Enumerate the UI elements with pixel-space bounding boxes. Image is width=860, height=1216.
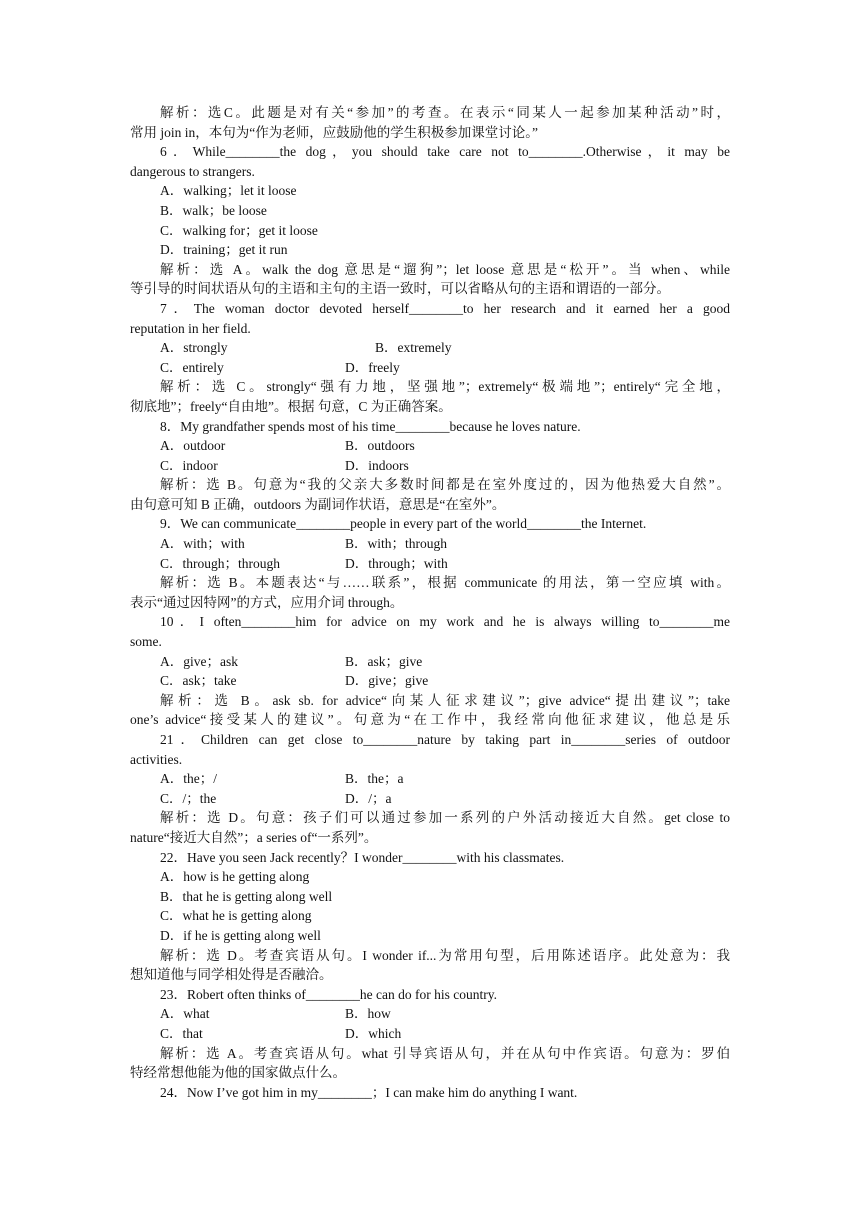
answer-explanation: 解析：选 A。walk the dog 意思是“遛狗”；let loose 意思是“松开”。当 when、while bbox=[160, 261, 730, 277]
question-24: 24．Now I’ve got him in my________；I can make him do anything I want. bbox=[160, 1084, 578, 1100]
option-b: B．that he is getting along well bbox=[160, 888, 333, 904]
options-row bbox=[130, 534, 730, 554]
option-d: D．through；with bbox=[345, 555, 448, 571]
option-b: B．the；a bbox=[345, 771, 404, 787]
option-c: C．ask；take bbox=[160, 673, 237, 689]
answer-explanation: one’s advice“接受某人的建议”。句意为“在工作中，我经常向他征求建议，他总是乐 bbox=[130, 712, 730, 728]
option-b: B．how bbox=[345, 1006, 391, 1022]
question-21-cont: activities. bbox=[130, 751, 183, 767]
option-d: D．if he is getting along well bbox=[160, 927, 321, 943]
option-d: D．give；give bbox=[345, 673, 429, 689]
option-a: A．walking；let it loose bbox=[160, 183, 297, 199]
answer-explanation: 特经常想他能为他的国家做点什么。 bbox=[130, 1065, 346, 1081]
option-d: D．freely bbox=[345, 359, 400, 375]
option-d: D．training；get it run bbox=[160, 242, 288, 258]
option-c: C．/；the bbox=[160, 790, 217, 806]
option-a: A．give；ask bbox=[160, 653, 238, 669]
answer-explanation: 解析：选 B。句意为“我的父亲大多数时间都是在室外度过的，因为他热爱大自然”。 bbox=[160, 477, 730, 493]
question-7: 7．The woman doctor devoted herself________to her research and it earned her a good bbox=[160, 300, 730, 316]
answer-explanation: 表示“通过因特网”的方式，应用介词 through。 bbox=[130, 594, 404, 610]
answer-explanation: 彻底地”；freely“自由地”。根据 句意，C 为正确答案。 bbox=[130, 398, 452, 414]
options-row bbox=[130, 769, 730, 789]
option-a: A．what bbox=[160, 1006, 210, 1022]
answer-explanation: 想知道他与同学相处得是否融洽。 bbox=[130, 967, 333, 983]
option-a: A．how is he getting along bbox=[160, 869, 310, 885]
answer-explanation: 解析：选 C。strongly“强有力地，坚强地”；extremely“极端地”；entirely“完全地， bbox=[160, 379, 730, 395]
option-a: A．outdoor bbox=[160, 438, 226, 454]
options-row bbox=[130, 652, 730, 672]
question-23: 23．Robert often thinks of________he can do for his country. bbox=[160, 986, 497, 1002]
options-row bbox=[130, 436, 730, 456]
option-b: B．with；through bbox=[345, 536, 448, 552]
question-22: 22．Have you seen Jack recently？I wonder________with his classmates. bbox=[160, 849, 565, 865]
answer-explanation: 由句意可知 B 正确，outdoors 为副词作状语，意思是“在室外”。 bbox=[130, 496, 506, 512]
option-a: A．the；/ bbox=[160, 771, 217, 787]
options-row bbox=[130, 554, 730, 574]
options-row bbox=[130, 671, 730, 691]
option-c: C．through；through bbox=[160, 555, 280, 571]
option-c: C．that bbox=[160, 1025, 203, 1041]
question-10: 10．I often________him for advice on my work and he is always willing to________me bbox=[160, 614, 730, 630]
option-b: B．ask；give bbox=[345, 653, 423, 669]
option-b: B．outdoors bbox=[345, 438, 415, 454]
option-a: A．with；with bbox=[160, 536, 245, 552]
answer-explanation: 解析：选C。此题是对有关“参加”的考查。在表示“同某人一起参加某种活动”时， bbox=[160, 105, 730, 120]
question-7-cont: reputation in her field. bbox=[130, 320, 251, 336]
options-row bbox=[130, 789, 730, 809]
document-body bbox=[130, 103, 730, 1102]
option-d: D．/；a bbox=[345, 790, 392, 806]
option-a: A．strongly bbox=[160, 340, 228, 356]
answer-explanation: 解析：选 A。考查宾语从句。what 引导宾语从句，并在从句中作宾语。句意为：罗伯 bbox=[160, 1045, 730, 1061]
answer-explanation: 解析：选 D。考查宾语从句。I wonder if...为常用句型，后用陈述语序。此处意为：我 bbox=[160, 947, 730, 963]
options-row bbox=[130, 358, 730, 378]
option-b: B．walk；be loose bbox=[160, 202, 267, 218]
answer-explanation: 解析：选 B。本题表达“与……联系”，根据 communicate 的用法，第一空应填 with。 bbox=[160, 575, 730, 591]
options-row bbox=[130, 1004, 730, 1024]
question-6-cont: dangerous to strangers. bbox=[130, 163, 255, 179]
option-c: C．what he is getting along bbox=[160, 908, 312, 924]
option-d: D．indoors bbox=[345, 457, 409, 473]
answer-explanation: 解析：选 B。ask sb. for advice“向某人征求建议”；give advice“提出建议”；take bbox=[160, 692, 730, 708]
options-row bbox=[130, 338, 730, 358]
answer-explanation: 常用 join in，本句为“作为老师，应鼓励他的学生积极参加课堂讨论。” bbox=[130, 124, 538, 140]
question-10-cont: some. bbox=[130, 634, 162, 650]
options-row bbox=[130, 456, 730, 476]
answer-explanation: 等引导的时间状语从句的主语和主句的主语一致时，可以省略从句的主语和谓语的一部分。 bbox=[130, 281, 670, 297]
option-d: D．which bbox=[345, 1025, 402, 1041]
options-row bbox=[130, 1024, 730, 1044]
question-6: 6．While________the dog，you should take care not to________.Otherwise，it may be bbox=[160, 144, 730, 160]
question-9: 9．We can communicate________people in every part of the world________the Internet. bbox=[160, 516, 647, 532]
option-c: C．walking for；get it loose bbox=[160, 222, 318, 238]
answer-explanation: nature“接近大自然”；a series of“一系列”。 bbox=[130, 829, 378, 845]
question-21: 21．Children can get close to________nature by taking part in________series of outdoor bbox=[160, 732, 730, 747]
option-b: B．extremely bbox=[375, 340, 452, 356]
question-8: 8．My grandfather spends most of his time________because he loves nature. bbox=[160, 418, 581, 434]
answer-explanation: 解析：选 D。句意：孩子们可以通过参加一系列的户外活动接近大自然。get close to bbox=[160, 810, 730, 826]
option-c: C．indoor bbox=[160, 457, 218, 473]
option-c: C．entirely bbox=[160, 359, 224, 375]
